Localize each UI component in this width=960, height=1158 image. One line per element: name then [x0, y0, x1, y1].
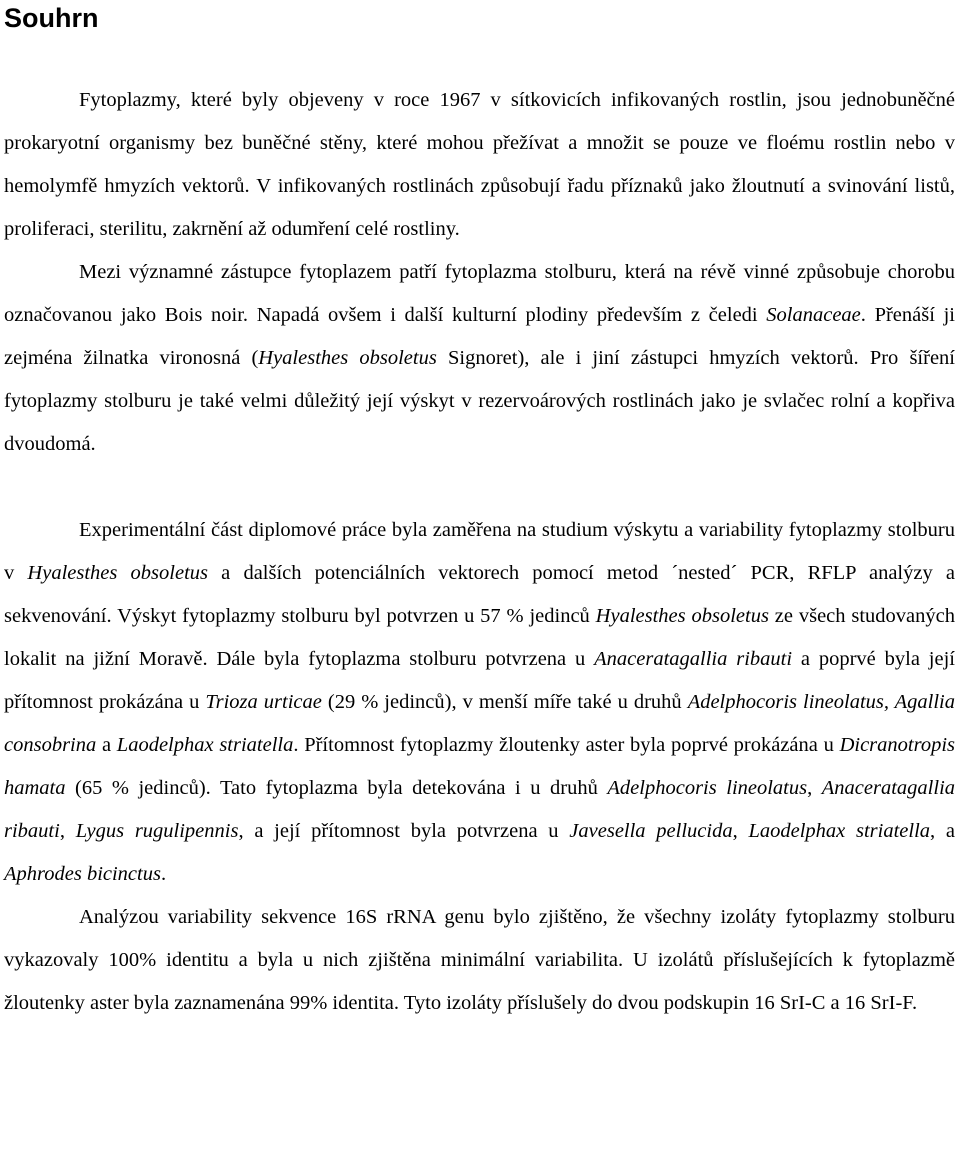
text-run: .: [160, 863, 167, 885]
body-text: [4, 79, 955, 1025]
species-name: Javesella pellucida: [569, 820, 733, 842]
text-run: (65 % jedinců). Tato fytoplazma byla detekována i u druhů: [65, 777, 608, 799]
species-name: Laodelphax striatella: [116, 734, 294, 756]
species-name: Solanaceae: [766, 304, 861, 326]
species-name: Dicranotropis hamata: [4, 734, 955, 799]
section-heading: Souhrn: [4, 3, 99, 33]
text-run: (29 % jedinců), v menší míře také u druhů: [321, 691, 688, 713]
species-name: Hyalesthes obsoletus: [27, 562, 208, 584]
text-run: Experimentální část diplomové práce byla zaměřena na studium výskytu a variability fytoplazmy stolburu v: [4, 519, 955, 584]
species-name: Hyalesthes obsoletus: [595, 605, 769, 627]
text-run: a dalších potenciálních vektorech pomocí metod ´nested´ PCR, RFLP analýzy a sekvenování. Výskyt fytoplazmy stolburu byl potvrzen u 57 % jedinců: [4, 562, 955, 627]
species-name: Adelphocoris lineolatus: [607, 777, 808, 799]
document-page: [4, 0, 955, 1025]
species-name: Laodelphax striatella: [748, 820, 931, 842]
text-run: . Přenáší ji zejména žilnatka vironosná (: [4, 304, 955, 369]
species-name: Adelphocoris lineolatus, Agallia consobrina: [4, 691, 955, 756]
text-run: , a: [930, 820, 956, 842]
text-run: ,: [807, 777, 822, 799]
text-run: Signoret), ale i jiní zástupci hmyzích vektorů. Pro šíření fytoplazmy stolburu je také velmi důležitý její výskyt v rezervoárových rostlinách jako je svlačec rolní a kopřiva dvoudomá.: [4, 347, 955, 455]
species-name: Hyalesthes obsoletus: [258, 347, 437, 369]
text-run: . Přítomnost fytoplazmy žloutenky aster byla poprvé prokázána u: [293, 734, 840, 756]
text-run: , a její přítomnost byla potvrzena u: [238, 820, 570, 842]
species-name: Lygus rugulipennis: [75, 820, 239, 842]
text-run: a: [96, 734, 117, 756]
species-name: Aphrodes bicinctus: [4, 863, 161, 885]
text-run: ,: [59, 820, 76, 842]
species-name: Anaceratagallia ribauti: [4, 777, 956, 842]
text-run: ,: [732, 820, 749, 842]
paragraph-experimental: [4, 509, 955, 896]
paragraph-intro: [4, 79, 955, 251]
text-run: ze všech studovaných lokalit na jižní Moravě. Dále byla fytoplazma stolburu potvrzena u: [4, 605, 956, 670]
species-name: Trioza urticae: [205, 691, 322, 713]
text-run: Analýzou variability sekvence 16S rRNA genu bylo zjištěno, že všechny izoláty fytoplazmy stolburu vykazovaly 100% identitu a byla u nich zjištěna minimální variabilita. U izolátů příslušejících k fytoplazmě žloutenky aster byla zaznamenána 99% identita. Tyto izoláty příslušely do dvou podskupin 16 SrI-C a 16 SrI-F.: [4, 906, 955, 1014]
species-name: Anaceratagallia ribauti: [594, 648, 793, 670]
paragraph-analysis: [4, 896, 955, 1025]
text-run: a poprvé byla její přítomnost prokázána u: [4, 648, 955, 713]
text-run: Fytoplazmy, které byly objeveny v roce 1967 v sítkovicích infikovaných rostlin, jsou jednobuněčné prokaryotní organismy bez buněčné stěny, které mohou přežívat a množit se pouze ve floému rostlin nebo v hemolymfě hmyzích vektorů. V infikovaných rostlinách způsobují řadu příznaků jako žloutnutí a svinování listů, proliferaci, sterilitu, zakrnění až odumření celé rostliny.: [4, 89, 955, 240]
text-run: Mezi významné zástupce fytoplazem patří fytoplazma stolburu, která na révě vinné způsobuje chorobu označovanou jako Bois noir. Napadá ovšem i další kulturní plodiny především z čeledi: [4, 261, 955, 326]
paragraph-stolbur: [4, 251, 955, 466]
